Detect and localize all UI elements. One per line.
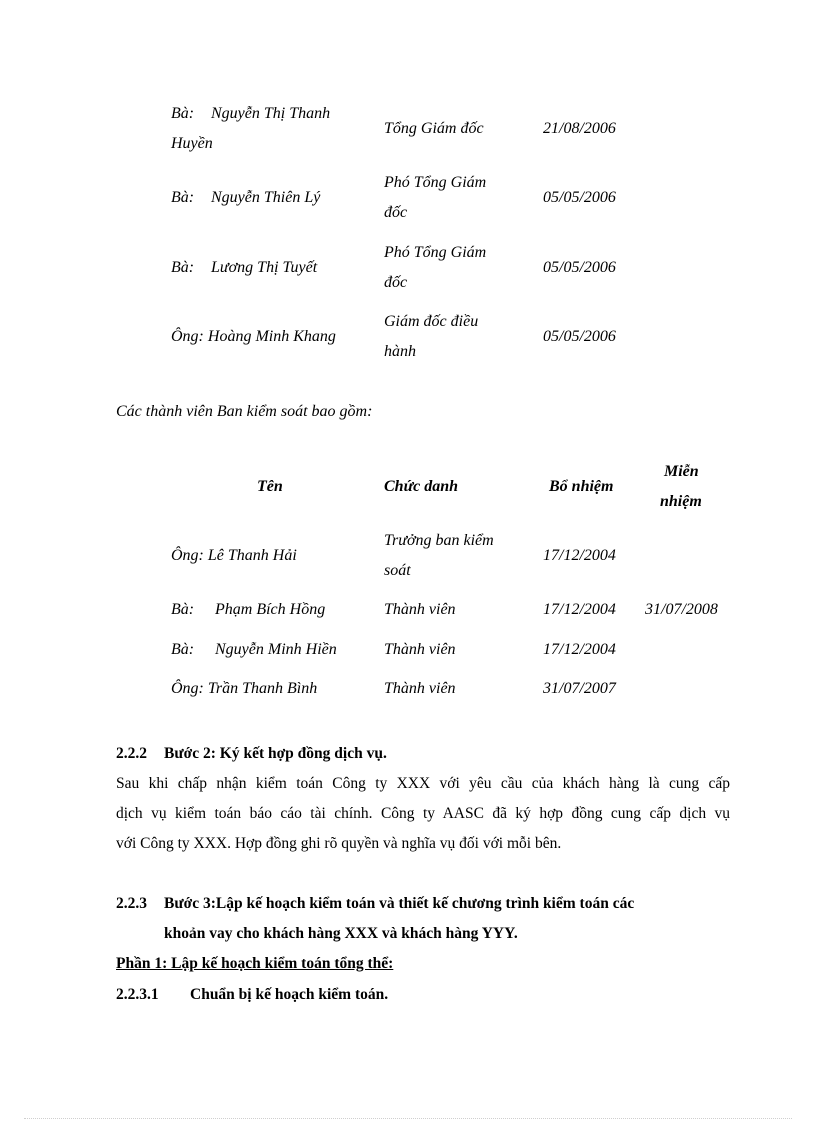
supervisory-row-3-position: Thành viên [384, 641, 456, 658]
supervisory-header-name: Tên [257, 478, 283, 495]
section-222-paragraph [116, 769, 730, 859]
section-223-title-2: khoản vay cho khách hàng XXX và khách hàng YYY. [164, 925, 518, 942]
board-row-4-title: Ông: [171, 328, 204, 345]
supervisory-row-2-title: Bà: [171, 601, 195, 618]
supervisory-header-appointed: Bổ nhiệm [549, 478, 614, 495]
supervisory-header-position: Chức danh [384, 478, 459, 495]
board-row-4-position: Giám đốc điều [384, 313, 479, 330]
board-row-2-name: Bà: Nguyễn Thiên Lý [171, 183, 320, 213]
supervisory-row-3-title: Bà: [171, 641, 195, 658]
supervisory-row-1-position: Trưởng ban kiểm [384, 532, 494, 549]
supervisory-row-1-position-cont: soát [384, 562, 411, 579]
board-row-3-position-cont: đốc [384, 274, 408, 291]
board-row-2-position-cont: đốc [384, 204, 408, 221]
section-223-number: 2.2.3 [116, 895, 147, 912]
section-222-heading [116, 739, 387, 769]
board-row-4-date: 05/05/2006 [543, 328, 616, 345]
board-row-2-position: Phó Tổng Giám [384, 174, 487, 191]
section-2231-number: 2.2.3.1 [116, 986, 159, 1003]
page-bottom-rule [24, 1118, 792, 1119]
section-222-number: 2.2.2 [116, 745, 147, 762]
section-222-title: Bước 2: Ký kết hợp đồng dịch vụ. [164, 745, 387, 762]
supervisory-row-4-title: Ông: [171, 680, 204, 697]
section-222-line-1: Sau khi chấp nhận kiểm toán Công ty XXX với yêu cầu của khách hàng là cung cấp [116, 775, 730, 792]
board-row-1-date: 21/08/2006 [543, 120, 616, 137]
supervisory-header-dismissed-2: nhiệm [660, 493, 702, 510]
supervisory-intro: Các thành viên Ban kiểm soát bao gồm: [116, 403, 373, 420]
supervisory-row-4-name: Ông: Trần Thanh Bình [171, 680, 318, 697]
section-223-heading [116, 889, 634, 919]
board-row-1-name: Bà: Nguyễn Thị Thanh [171, 99, 330, 129]
board-row-4-name: Ông: Hoàng Minh Khang [171, 328, 336, 345]
board-row-2-title: Bà: [171, 189, 195, 206]
supervisory-row-3-name: Bà: Nguyễn Minh Hiền [171, 635, 337, 665]
supervisory-row-2-dismissed: 31/07/2008 [645, 601, 718, 618]
supervisory-header-dismissed-1: Miễn [664, 463, 699, 480]
part-1-heading: Phần 1: Lập kế hoạch kiểm toán tổng thể: [116, 955, 394, 972]
supervisory-row-2-appointed: 17/12/2004 [543, 601, 616, 618]
board-row-2-date: 05/05/2006 [543, 189, 616, 206]
supervisory-row-2-position: Thành viên [384, 601, 456, 618]
board-row-1-position: Tổng Giám đốc [384, 120, 484, 137]
section-222-line-2: dịch vụ kiểm toán báo cáo tài chính. Công ty AASC đã ký hợp đồng cung cấp dịch vụ [116, 805, 730, 822]
section-2231-title: Chuẩn bị kế hoạch kiểm toán. [190, 986, 389, 1003]
supervisory-row-4-position: Thành viên [384, 680, 456, 697]
supervisory-row-2-name: Bà: Phạm Bích Hồng [171, 595, 325, 625]
supervisory-row-1-title: Ông: [171, 547, 204, 564]
section-2231-heading [116, 980, 388, 1010]
section-223-title-1: Bước 3:Lập kế hoạch kiểm toán và thiết kế chương trình kiểm toán các [164, 895, 635, 912]
board-row-3-position: Phó Tổng Giám [384, 244, 487, 261]
board-row-4-position-cont: hành [384, 343, 416, 360]
supervisory-row-1-appointed: 17/12/2004 [543, 547, 616, 564]
section-222-line-3: với Công ty XXX. Hợp đồng ghi rõ quyền và nghĩa vụ đối với mỗi bên. [116, 835, 562, 852]
board-row-1-title: Bà: [171, 105, 195, 122]
supervisory-row-4-appointed: 31/07/2007 [543, 680, 616, 697]
board-row-3-name: Bà: Lương Thị Tuyết [171, 253, 317, 283]
supervisory-row-1-name: Ông: Lê Thanh Hải [171, 547, 297, 564]
board-row-3-date: 05/05/2006 [543, 259, 616, 276]
board-row-1-name-cont: Huyền [171, 135, 213, 152]
supervisory-row-3-appointed: 17/12/2004 [543, 641, 616, 658]
board-row-3-title: Bà: [171, 259, 195, 276]
